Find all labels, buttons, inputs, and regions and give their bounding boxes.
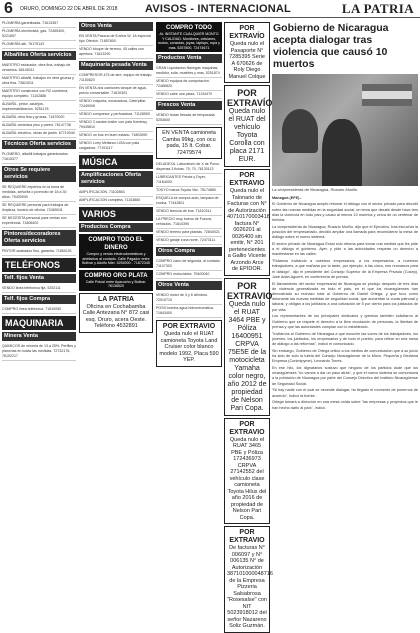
- box-body: Oficina en Cochabamba Calle Antezana N° 872 casi esq. Oruro, acera Oeste. Teléfono 4532891: [82, 303, 150, 329]
- classified-ad: ALBAÑIL ceramica piso y pared. 76147738: [2, 122, 76, 130]
- classified-ad: SE REQUIERE expertos en la toma de medidas, señorita o jovencito de 18 a 30 años. 79430000: [2, 184, 76, 202]
- article-photo: [272, 74, 418, 186]
- news-article: [272, 20, 418, 542]
- classified-ad: EN VENTA Pascua de 8 años W, 18 especial tipo Oferton. 71857800: [79, 33, 153, 46]
- classified-ad: PINTOR acabados fino, garantia. 71850191: [2, 248, 76, 256]
- box-body: Queda nulo el RUAT del vehículo Toyota Corolla con placa 2171 EUR.: [228, 108, 266, 163]
- category-title: Otros Compra: [156, 247, 222, 256]
- classified-ad: GRAN Liquidacion Navegas maquinas, medidor, sofa, muebles y mas. 5251874: [156, 65, 222, 78]
- classified-ad: VENDO frutas frescas de temporada. 5253600: [156, 112, 222, 125]
- article-paragraph: La vicepresidenta de Nicaragua, Rosario Murillo, dijo que el Ejecutivo, tras escuchar la posición del empresariado, decidió ampliar una llamada para reconsiderar la mesa de diálogo sobre el nuevo sistema.: [272, 224, 418, 240]
- promo-compro-oro: [79, 270, 153, 291]
- category-title: VARIOS: [79, 207, 153, 221]
- classified-ad: POSO bomba agua hidroneumatica. 71843400: [156, 305, 222, 318]
- classified-ad: SE REQUIERE personal para trabajos de limpieza, horario de oficina. 72469041: [2, 202, 76, 215]
- classified-ad: AMPLIFICACION. 71102863: [79, 189, 153, 197]
- extravio-box: [224, 418, 270, 525]
- promo-title: COMPRO TODO: [166, 25, 212, 31]
- header-date: ORURO, DOMINGO 22 DE ABRIL DE 2018: [20, 6, 118, 12]
- extravio-box: [224, 278, 273, 416]
- classified-ad: EN VENTA dos camiones tanque de agua, precio conversable. 71810303: [79, 85, 153, 98]
- classified-ad: VENDO Lorry Mellanco USA con pala cargadora. 77191117: [79, 140, 153, 153]
- promo-body: Calle Potosi entre Ayacucho y Bolivar. 76136520: [85, 279, 147, 288]
- classified-ad: VENDO garaje zona norte. 72473111: [156, 237, 222, 245]
- person-shape: [322, 119, 362, 186]
- promo-title: COMPRO ORO PLATA: [84, 272, 148, 279]
- classified-ad: LUBRICANTES Pelota y Dryer. 71164000: [156, 174, 222, 187]
- page-header: [0, 0, 420, 18]
- article-paragraph: "Invitamos al Gobierno de Nicaragua a que escuche las voces de los trabajadores, los jóvenes, los jubilados, los empresarios y de todo el pueblo, para retirar en una mesa de diálogo a las reformas", indicó el comunicado.: [272, 331, 418, 346]
- classified-ad: ESQUELA se compra auto, lampara de cocina. 77442801: [156, 195, 222, 208]
- promo-title: COMPRO TODO EL DINERO: [88, 237, 144, 251]
- classified-ad: SE NECESITA personal para ventas con experiencia. 71806402: [2, 215, 76, 228]
- category-title: MÚSICA: [79, 155, 153, 169]
- category-title: Amplificaciones Oferta servicios: [79, 171, 153, 187]
- classified-ad: COMPRO carro de segunda, al contado. 71107303: [156, 258, 222, 271]
- article-headline: Gobierno de Nicaragua acepta dialogar tras violencia que causó 10 muertos: [273, 22, 389, 70]
- article-body: [272, 196, 418, 411]
- category-title: Maquinaria pesada Venta: [79, 61, 153, 70]
- category-title: Albañiles Oferta servicios: [2, 51, 76, 60]
- section-title: AVISOS - INTERNACIONAL: [145, 3, 291, 15]
- la-patria-office-box: [79, 293, 153, 333]
- classified-ad: VENDO catre una plaza. 71134470: [156, 91, 222, 99]
- classified-ad: QUIMICOS de mineria de 13 a 25%. Perfiles y planchas en todas las medidas. 72732176, 76192217: [2, 343, 76, 361]
- extravio-box: [224, 526, 273, 633]
- extravio-box: [224, 169, 270, 276]
- classified-ad: MAESTRO estucador, obra fina, trabajo de ceramica. 68145011: [2, 62, 76, 75]
- article-paragraph: El llamamiento del sector empresarial de Nicaragua se produjo después de tres días de violencia generalizada en todo el país, en el que los nicaragüenses han demostrado su rechazo total al Gobierno de Daniel Ortega, y que tuvo como detonante las nuevas medidas de seguridad social, que aumentan la cuota patronal y laboral, y obligan a los jubilados a una cotización de 5 por ciento para los jubilados de por vida.: [272, 281, 418, 312]
- category-maquinaria: MAQUINARIA: [2, 316, 76, 330]
- box-body: Queda nulo el RUAT 3464 PBE y Póliza 16400951 CRPVA 75E5E de la motocicleta Yamaha color negro, año 2012 de propiedad de Nelson Pari Copa.: [227, 300, 267, 412]
- article-paragraph: Los representantes de los principales sindicatos y gremios también solicitaron al Gobierno que se respete el derecho a la libre circulación de personas, la libertad de prensa y que las autoridades cumplan con lo establecido.: [272, 314, 418, 329]
- newspaper-logo: LA PATRIA: [341, 1, 414, 16]
- article-paragraph: En ese hilo, los dignatarios sostuvo que ninguno de los partidos dude que los nicaragüenses "no vamos a dar un paso atrás", y que el nuevo sistema se comunicará a la población de Nicaragua por parte del Consejo Directivo del Instituto Nicaragüense de Seguridad Social.: [272, 365, 418, 386]
- category-title: Técnicos Oferta servicios: [2, 140, 76, 149]
- box-body: Queda nulo el Pasaporte N° 7285395 Serie A 670626 de Roly Diego Manuel Colque: [228, 41, 266, 80]
- article-paragraph: "Ni hay nadie con el cual se necesite dialogar, ha llegado el momento de ponernos de acuerdo", indicó la fuente.: [272, 388, 418, 398]
- person-shape: [282, 109, 318, 153]
- page-number: 6: [4, 0, 13, 17]
- classified-ad: VENDO licencia de bus. 71810311: [156, 208, 222, 216]
- photo-caption: La vicepresidenta de Nicaragua, Rosario Murillo.: [272, 187, 359, 192]
- promo-compro-todo: [79, 234, 153, 268]
- classified-ad: VENDO compresor y perforadora. 71128500: [79, 111, 153, 119]
- article-paragraph: El Gobierno de Nicaragua aceptó retomar el diálogo con el sector privado para discutir sobre las nuevas medidas en la seguridad social, un tema que desató desde hace tres días la violencia en todo país y causó al menos 10 muertos y cerca de un centenar de heridos.: [272, 202, 418, 222]
- classified-ad: COMPRESOR 475 de aire, equipo de trabajo. 71150820: [79, 72, 153, 85]
- category-telefonos: TELÉFONOS: [2, 258, 76, 272]
- classified-ad: PLOMERÍA electricista, gas. 72455400, 5221657: [2, 28, 76, 41]
- category-title: Minera Venta: [2, 332, 76, 341]
- box-title: POR EXTRAVÍO: [227, 88, 273, 108]
- classified-ad: PLOMERÍA alb. 76175143: [2, 41, 76, 49]
- promo-body: Compro y vendo electrodomesticos y artefactos al contado. Calle Pagador entre Bolivar y Adolfo Mier. 5254000 - 71872345: [82, 252, 150, 265]
- classified-ad: LA PRECIO muy bueno de Fuerza, vehiculos. 71810390: [156, 216, 222, 229]
- classified-ad: MAESTRO albañil, trabajos en obra gruesa y obra fina. 73824011: [2, 75, 76, 88]
- classified-ad: ALBAÑIL obra fina y gruesa. 71870020: [2, 114, 76, 122]
- classified-ad: DELADEXA. Laboratorio de X de Porco. dispensa 3 fichas. 75, 70, 76130113: [156, 161, 222, 174]
- category-title: Productos Compra: [79, 223, 153, 232]
- classified-ad: VENDO motor de 4 y 6 cilindros. 72510710: [156, 292, 222, 305]
- extravio-box-ruat: [156, 320, 222, 367]
- extravio-box: [224, 85, 273, 167]
- box-body: Queda nulo el Talonario de Facturas con N° de Autorización 40710170003418 factura N° 0026201 al 0026400 sin emitir, N° 201 pertenecientes a Gallio Vicente Arzondo Arce de EPIDOR.: [227, 188, 270, 272]
- box-title: POR EXTRAVIO: [227, 280, 273, 301]
- category-title: Telf. fijos Venta: [2, 274, 76, 283]
- box-title: POR EXTRAVIO: [162, 323, 216, 330]
- box-title: POR EXTRAVÍO: [229, 25, 265, 40]
- category-title: Otros Venta: [156, 281, 222, 290]
- classified-ad: VENDO linea telefonica fija. 5252111: [2, 285, 76, 293]
- classified-ad: VENDO bloque de terreno, 45 calles con apertura. 71813290: [79, 46, 153, 59]
- classified-ad: ALBAÑIL electrico, obras de jardin. 67710040: [2, 130, 76, 138]
- classified-ad: PLOMERO, albañil trabajos garantizados. 71615377: [2, 151, 76, 164]
- box-title: POR EXTRAVIO: [229, 172, 265, 187]
- article-agency: Managua (EFE).-: [272, 195, 302, 200]
- classified-ad: COMPRO motocicleta. 75400040: [156, 271, 222, 279]
- classified-ad: VENDO equipos de computacion. 72486820: [156, 78, 222, 91]
- box-body: De facturas N° 006097 y N° 006135 N° de Autorización 387101000048716 de la Empresa Pizzeria Salsabrosa "Rosesalse" con NIT 5023918012 del señor Nazareno Soliz Guzmán.: [227, 545, 273, 629]
- category-title: Telf. fijos Compra: [2, 295, 76, 304]
- classified-ad: AMPLIFICACION completa. 71103880: [79, 197, 153, 205]
- classified-ad: TOKYO marca Toyota Vitz. 75174880: [156, 187, 222, 195]
- classifieds-column-2: [79, 20, 153, 542]
- classified-ad: COMPRO linea telefonica. 71810050: [2, 306, 76, 314]
- classified-ad: MAESTRO constructor con RZ cumbrera, equipo completo. 71102886: [2, 88, 76, 101]
- category-title: Otros Venta: [79, 22, 153, 31]
- box-title: POR EXTRAVIO: [229, 420, 265, 436]
- flag-shape: [362, 84, 412, 106]
- classifieds-column-3: [156, 20, 222, 542]
- category-title: Pintores/decoradores Oferta servicios: [2, 230, 76, 246]
- extravio-box: [224, 22, 270, 83]
- article-paragraph: El sector privado de Nicaragua Exsal solo retoma para tomar una medida que les pide a el diálogo el gobierno. Ayer, y pide a las autoridades respetar un derecho a manifestarse en las calles.: [272, 241, 418, 257]
- promo-body: AL INSTANTE CUALQUIER MONTO Y CALIDAD. Monitores, celulares, motos, consolas, joyas, laptops, ropa y mas. 5257800, 72474671: [158, 32, 220, 50]
- classified-ad: VENDO volqueta, excavadora, Caterpillar. 72449006: [79, 98, 153, 111]
- box-body: Queda nulo el RUAT 3465 PBE y Póliza 172436973 CRPVA 27142552 del vehículo clase camioneta Toyota Hilux del año 2016 de propiedad de Nelson Pari Copa.: [227, 436, 267, 521]
- classified-ad: VENDO un bus en buen estado. 71802890: [79, 132, 153, 140]
- category-title: Frescos Venta: [156, 101, 222, 110]
- category-title: Otros Se requiere servicios: [2, 166, 76, 182]
- box-body: Queda nulo el RUAT camioneta Toyota Land Cruiser color blanco modelo 1992, Placa 590 YEP.: [159, 331, 219, 363]
- article-paragraph: Ortega tomará a dirección en una mesa unida sobre "las empresas y proyectos que le han hecho daño al país", indicó.: [272, 400, 418, 410]
- promo-compro-todo-top: [156, 22, 222, 52]
- classified-ad: ALBAÑIL, pintor, azulejos, impermeabilizacion. 5251178: [2, 101, 76, 114]
- classified-ad: PLOMERÍA garantizada. 71613357: [2, 20, 76, 28]
- ventas-box: [156, 127, 222, 159]
- classified-ad: VENDO terreno para plantas. 72840021: [156, 229, 222, 237]
- category-title: Productos Venta: [156, 54, 222, 63]
- box-body: EN VENTA camioneta Camba 99kg, con ocu pada, 15 lt. Cobar. 72479574: [162, 130, 216, 156]
- article-paragraph: Sin embargo, Gobierno de Ortega criticó a los medios de comunicación que a su juicio ha sido de solo la tutela del Consejo Nicaragüense de la Micro, Pequeña y Mediana Empresa (Conimipyme), Leonardo Torres.: [272, 348, 418, 364]
- article-paragraph: "Estamos invitando a nuestros empresarios, a los empresarios, a nuestros trabajadores, a que mañana por la tarde, por ejemplo, a las cinco, nos reunamos para el diálogo", dijo el presidente del Consejo Superior de la Empresa Privada (Cosep), José Adán Aguerri, en conferencia de prensa.: [272, 259, 418, 279]
- box-title: POR EXTRAVIO: [229, 529, 265, 544]
- classified-ad: VENDO 3 camion trailer con pala Kemtraq. 79445810: [79, 119, 153, 132]
- extravio-column: [224, 20, 273, 629]
- classifieds-column-1: [2, 20, 76, 542]
- box-title: LA PATRIA: [97, 295, 135, 303]
